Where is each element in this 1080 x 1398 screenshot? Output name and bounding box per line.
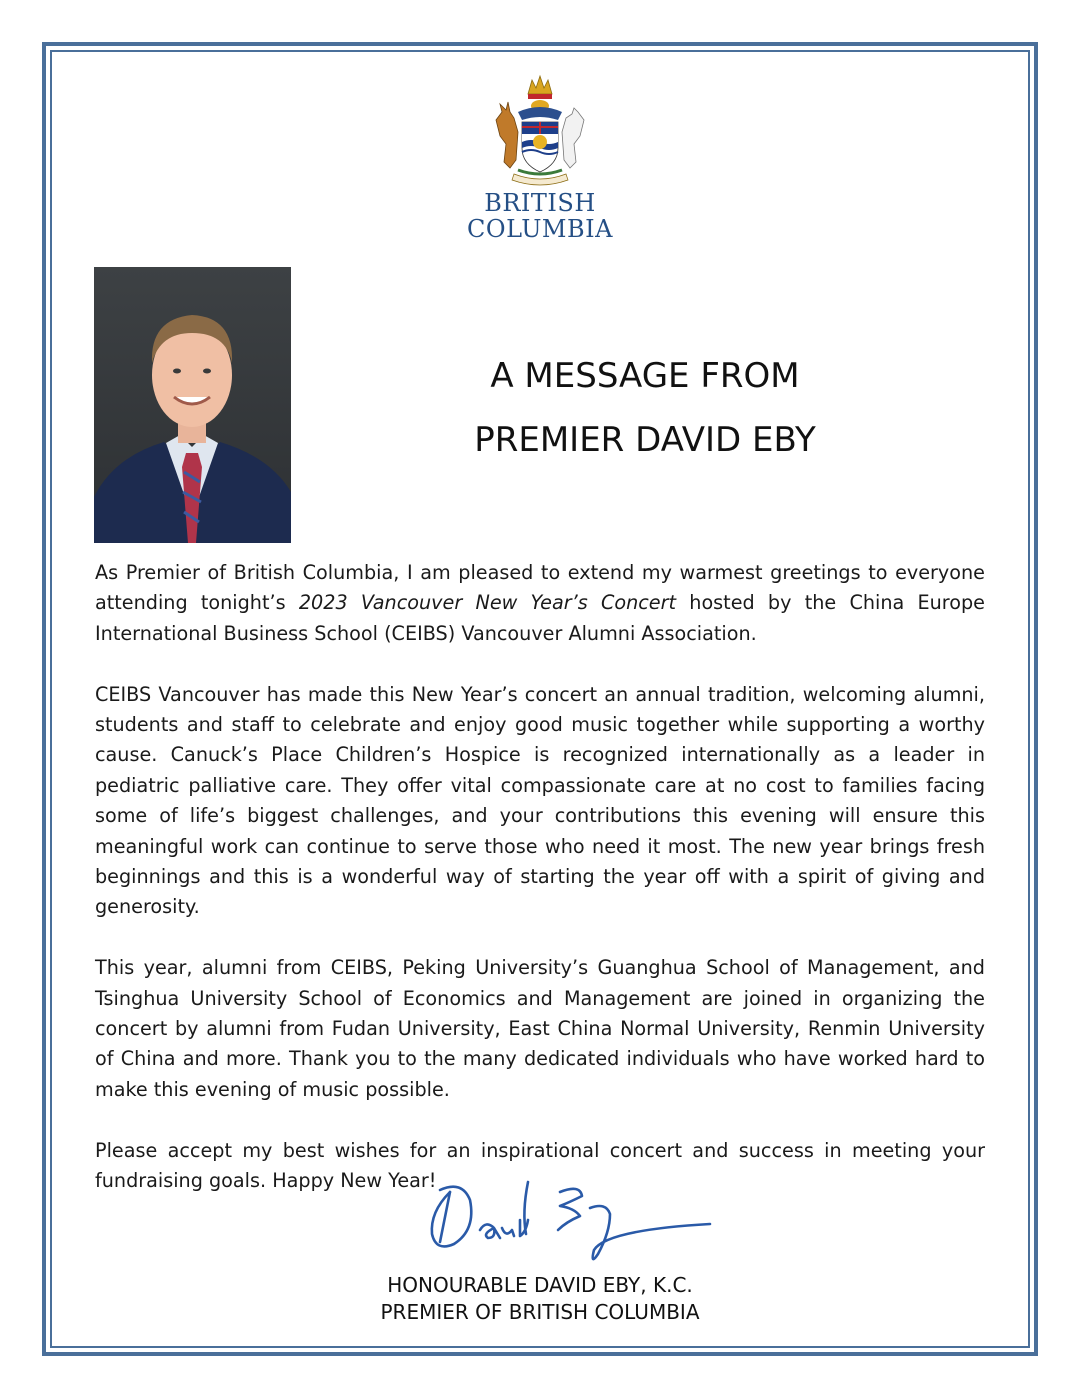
paragraph-3: This year, alumni from CEIBS, Peking University’s Guanghua School of Management, and Tsinghua University School of Economics and Management are joined in organizing the concert by alumni from Fudan University, East China Normal University, Renmin University of China and more. Thank you to the many dedicated individuals who have worked hard to make this evening of music possible.: [95, 956, 985, 1101]
paragraph-2: CEIBS Vancouver has made this New Year’s concert an annual tradition, welcoming alumni, students and staff to celebrate and enjoy good music together while supporting a worthy cause. Canuck’s Place Children’s Hospice is recognized internationally as a leader in pediatric palliative care. They offer vital compassionate care at no cost to families facing some of life’s biggest challenges, and your contributions this evening will ensure this meaningful work can continue to serve those who need it most. The new year brings fresh beginnings and this is a wonderful way of starting the year off with a spirit of giving and generosity.: [95, 682, 985, 919]
signatory-block: [300, 1272, 780, 1326]
heading-line-2: PREMIER DAVID EBY: [474, 420, 816, 460]
handwritten-signature: [410, 1172, 730, 1272]
letter-body: [95, 558, 985, 1227]
heading-line-1: A MESSAGE FROM: [490, 356, 800, 396]
wordmark-line-1: BRITISH: [484, 189, 596, 217]
portrait-illustration: [94, 267, 291, 543]
signatory-title: PREMIER OF BRITISH COLUMBIA: [380, 1300, 700, 1324]
paragraph-4: Please accept my best wishes for an inspirational concert and success in meeting your fundraising goals. Happy New Year!: [95, 1138, 985, 1193]
bc-wordmark: [450, 190, 630, 242]
wordmark-line-2: COLUMBIA: [467, 215, 613, 243]
signatory-name: HONOURABLE DAVID EBY, K.C.: [387, 1273, 693, 1297]
paragraph-1-part-b: hosted by the China Europe International Business School (CEIBS) Vancouver Alumni Association.: [95, 591, 985, 645]
premier-portrait-photo: [94, 267, 291, 543]
event-name: 2023 Vancouver New Year’s Concert: [298, 591, 677, 615]
paragraph-1-part-a: As Premier of British Columbia, I am pleased to extend my warmest greetings to everyone attending tonight’s: [95, 561, 985, 615]
paragraph-1: [95, 558, 985, 649]
bc-coat-of-arms-icon: [488, 72, 592, 188]
